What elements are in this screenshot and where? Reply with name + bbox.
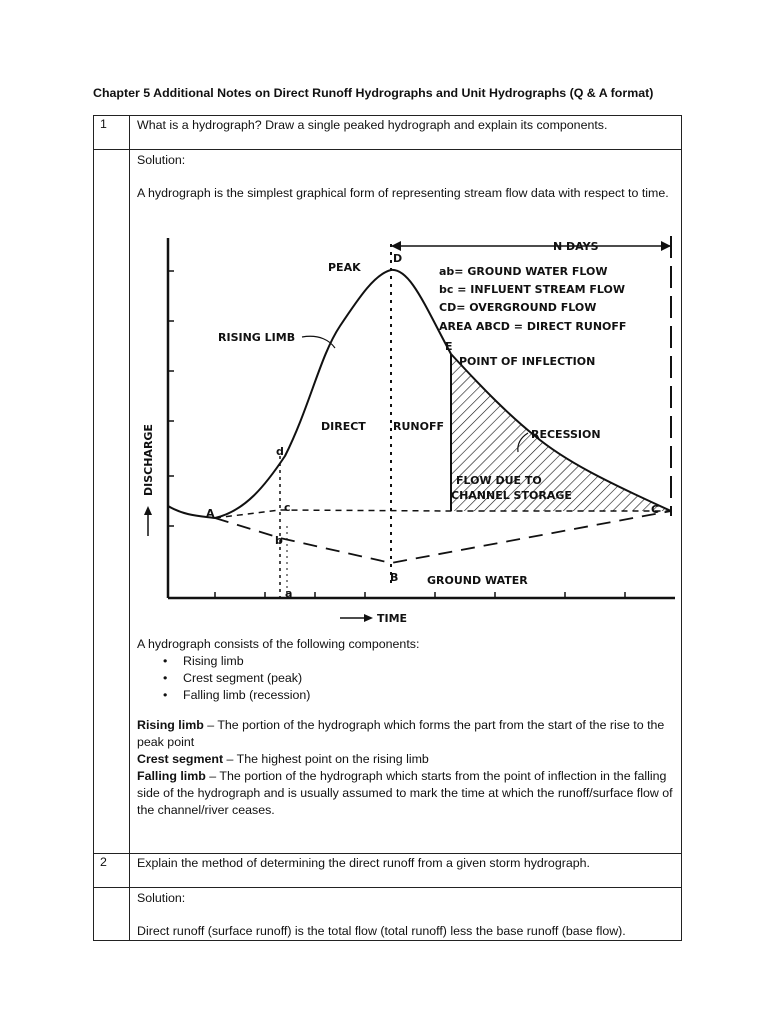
components-intro: A hydrograph consists of the following components: xyxy=(137,637,420,651)
hydrograph-figure xyxy=(135,226,685,626)
time-label: TIME xyxy=(377,612,408,625)
solution-row-2 xyxy=(94,888,682,941)
list-item: • Crest segment (peak) xyxy=(183,670,675,687)
question-text: Explain the method of determining the direct runoff from a given storm hydrograph. xyxy=(137,856,590,870)
definition-crest-segment: Crest segment – The highest point on the rising limb xyxy=(137,752,429,766)
page-title: Chapter 5 Additional Notes on Direct Runoff Hydrographs and Unit Hydrographs (Q & A format) xyxy=(93,86,654,100)
point-d-upper: D xyxy=(393,252,403,265)
question-text: What is a hydrograph? Draw a single peaked hydrograph and explain its components. xyxy=(137,118,608,132)
legend-ab: ab= GROUND WATER FLOW xyxy=(439,265,608,278)
legend-area: AREA ABCD = DIRECT RUNOFF xyxy=(439,320,627,333)
solution-row-1 xyxy=(94,150,682,854)
point-d-lower: d xyxy=(276,445,284,458)
ground-water-label: GROUND WATER xyxy=(427,574,528,587)
recession-label: RECESSION xyxy=(531,428,601,441)
point-b-upper: B xyxy=(390,571,399,584)
question-number: 2 xyxy=(94,854,130,888)
definition-falling-limb: Falling limb – The portion of the hydrograph which starts from the point of inflection in the falling side of the hydrograph and is usually assumed to mark the time at which the runoff/surface flow of the channel/river ceases. xyxy=(137,769,673,817)
solution-label: Solution: xyxy=(137,153,186,167)
point-of-inflection-label: POINT OF INFLECTION xyxy=(459,355,596,368)
point-b-lower: b xyxy=(275,534,283,547)
question-row-2 xyxy=(94,854,682,888)
list-item: • Rising limb xyxy=(183,653,675,670)
solution-label: Solution: xyxy=(137,891,186,905)
point-a-upper: A xyxy=(206,507,215,520)
rising-limb-label: RISING LIMB xyxy=(218,331,296,344)
legend-bc: bc = INFLUENT STREAM FLOW xyxy=(439,283,626,296)
peak-label: PEAK xyxy=(328,261,361,274)
qa-table xyxy=(93,115,682,941)
question-number: 1 xyxy=(94,116,130,150)
point-c-upper: C xyxy=(651,503,660,516)
point-c-lower: c xyxy=(284,501,291,514)
solution-text: Direct runoff (surface runoff) is the total flow (total runoff) less the base runoff (base flow). xyxy=(137,924,626,938)
runoff-label: RUNOFF xyxy=(393,420,444,433)
hydrograph-definition: A hydrograph is the simplest graphical form of representing stream flow data with respect to time. xyxy=(137,186,669,200)
legend-cd: CD= OVERGROUND FLOW xyxy=(439,301,597,314)
channel-flow-label-1: FLOW DUE TO xyxy=(456,474,542,487)
discharge-label: DISCHARGE xyxy=(142,424,155,496)
question-row-1 xyxy=(94,116,682,150)
definition-rising-limb: Rising limb – The portion of the hydrograph which forms the part from the start of the rise to the peak point xyxy=(137,718,665,749)
point-a-lower: a xyxy=(285,587,293,600)
definitions xyxy=(137,717,675,819)
channel-flow-label-2: CHANNEL STORAGE xyxy=(451,489,572,502)
direct-label: DIRECT xyxy=(321,420,366,433)
components-list xyxy=(137,653,675,704)
list-item: • Falling limb (recession) xyxy=(183,687,675,704)
point-e-upper: E xyxy=(445,340,453,353)
n-days-label: N DAYS xyxy=(553,240,599,253)
